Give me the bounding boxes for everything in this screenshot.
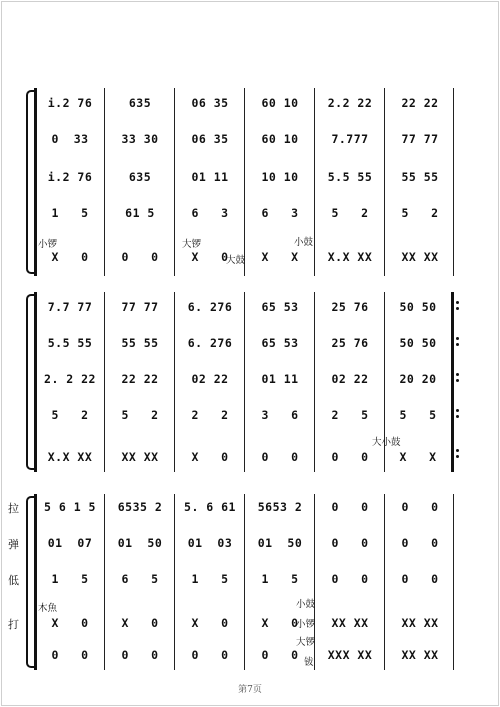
- measure-cell: 3 6: [261, 408, 299, 422]
- measure-cell: 06 35: [191, 96, 229, 110]
- measure-cell: XX XX: [401, 616, 439, 630]
- measure-cell: 0 0: [121, 648, 159, 662]
- measure-cell: 01 50: [257, 536, 303, 550]
- measure-cell: i.2 76: [47, 96, 93, 110]
- measure-cell: 22 22: [121, 372, 159, 386]
- measure-cell: 65 53: [261, 300, 299, 314]
- measure-cell: 50 50: [399, 336, 437, 350]
- instrument-label: 弹: [8, 538, 19, 551]
- measure-cell: 2 5: [331, 408, 369, 422]
- measure-cell: 5653 2: [257, 500, 303, 514]
- notation-row: [34, 402, 454, 428]
- measure-cell: 5 5: [399, 408, 437, 422]
- measure-cell: X.X XX: [47, 450, 93, 464]
- measure-cell: 5 2: [331, 206, 369, 220]
- notation-row: [34, 330, 454, 356]
- measure-cell: XXX XX: [327, 648, 373, 662]
- measure-cell: 0 0: [401, 572, 439, 586]
- repeat-dots: [456, 298, 459, 313]
- measure-cell: 2.2 22: [327, 96, 373, 110]
- percussion-label: 小鼓: [294, 237, 314, 248]
- measure-cell: 0 0: [51, 648, 89, 662]
- measure-cell: 0 0: [401, 536, 439, 550]
- measure-cell: 10 10: [261, 170, 299, 184]
- percussion-label: 大锣: [182, 239, 202, 250]
- measure-cell: 01 11: [261, 372, 299, 386]
- measure-cell: 55 55: [401, 170, 439, 184]
- notation-row: [34, 164, 454, 190]
- measure-cell: 7.7 77: [47, 300, 93, 314]
- measure-cell: 02 22: [331, 372, 369, 386]
- notation-row: [34, 530, 454, 556]
- measure-cell: 0 0: [401, 500, 439, 514]
- percussion-label: 大小鼓: [372, 437, 401, 448]
- notation-row: [34, 200, 454, 226]
- measure-cell: 01 11: [191, 170, 229, 184]
- repeat-dots: [456, 406, 459, 421]
- measure-cell: XX XX: [401, 250, 439, 264]
- score-system-1: [34, 88, 454, 276]
- measure-cell: 5.5 55: [47, 336, 93, 350]
- measure-cell: 635: [128, 96, 152, 110]
- measure-cell: 1 5: [51, 572, 89, 586]
- measure-cell: 25 76: [331, 336, 369, 350]
- percussion-label: 大锣: [296, 637, 316, 648]
- measure-cell: 77 77: [401, 132, 439, 146]
- measure-cell: X 0: [51, 250, 89, 264]
- measure-cell: XX XX: [331, 616, 369, 630]
- measure-cell: X 0: [191, 450, 229, 464]
- measure-cell: XX XX: [401, 648, 439, 662]
- measure-cell: X.X XX: [327, 250, 373, 264]
- measure-cell: 5.5 55: [327, 170, 373, 184]
- measure-cell: 20 20: [399, 372, 437, 386]
- measure-cell: 01 50: [117, 536, 163, 550]
- notation-row: [34, 642, 454, 668]
- measure-cell: 02 22: [191, 372, 229, 386]
- measure-cell: X 0: [191, 250, 229, 264]
- notation-row: [34, 494, 454, 520]
- measure-cell: 0 0: [331, 500, 369, 514]
- measure-cell: 2 2: [191, 408, 229, 422]
- measure-cell: 6 3: [261, 206, 299, 220]
- measure-cell: XX XX: [121, 450, 159, 464]
- measure-cell: 50 50: [399, 300, 437, 314]
- measure-cell: 1 5: [261, 572, 299, 586]
- measure-cell: 61 5: [125, 206, 155, 220]
- measure-cell: 1 5: [191, 572, 229, 586]
- measure-cell: 60 10: [261, 96, 299, 110]
- page-number: 第7页: [238, 685, 262, 695]
- measure-cell: X 0: [51, 616, 89, 630]
- measure-cell: 0 0: [331, 536, 369, 550]
- percussion-label: 小鼓: [296, 599, 316, 610]
- measure-cell: 60 10: [261, 132, 299, 146]
- measure-cell: i.2 76: [47, 170, 93, 184]
- percussion-label: 小锣: [38, 239, 58, 250]
- measure-cell: X 0: [261, 616, 299, 630]
- score-system-3: [8, 494, 454, 670]
- measure-cell: 25 76: [331, 300, 369, 314]
- instrument-label: 打: [8, 618, 19, 631]
- measure-cell: 2. 2 22: [44, 372, 96, 386]
- percussion-label: 小锣: [296, 619, 316, 630]
- measure-cell: 6 3: [191, 206, 229, 220]
- measure-cell: 5 2: [121, 408, 159, 422]
- measure-cell: 1 5: [51, 206, 89, 220]
- repeat-dots: [456, 334, 459, 349]
- measure-cell: 0 0: [331, 450, 369, 464]
- measure-cell: 0 0: [191, 648, 229, 662]
- measure-cell: 5 6 1 5: [44, 500, 96, 514]
- measure-cell: X 0: [121, 616, 159, 630]
- notation-row: [34, 90, 454, 116]
- measure-cell: 5 2: [401, 206, 439, 220]
- notation-row: [34, 566, 454, 592]
- measure-cell: 22 22: [401, 96, 439, 110]
- instrument-label: 拉: [8, 502, 19, 515]
- measure-cell: 635: [128, 170, 152, 184]
- score-system-2: [34, 292, 454, 472]
- measure-cell: X X: [261, 250, 299, 264]
- notation-row: [34, 610, 454, 636]
- measure-cell: 0 0: [331, 572, 369, 586]
- measure-cell: 01 07: [47, 536, 93, 550]
- measure-cell: 5 2: [51, 408, 89, 422]
- repeat-dots: [456, 370, 459, 385]
- instrument-label: 低: [8, 574, 19, 587]
- measure-cell: 6. 276: [187, 300, 233, 314]
- measure-cell: 33 30: [121, 132, 159, 146]
- measure-cell: X 0: [191, 616, 229, 630]
- measure-cell: 0 0: [261, 450, 299, 464]
- measure-cell: 77 77: [121, 300, 159, 314]
- measure-cell: 6. 276: [187, 336, 233, 350]
- repeat-dots: [456, 446, 459, 461]
- notation-row: [34, 294, 454, 320]
- measure-cell: X X: [399, 450, 437, 464]
- measure-cell: 06 35: [191, 132, 229, 146]
- measure-cell: 7.777: [331, 132, 369, 146]
- measure-cell: 0 0: [261, 648, 299, 662]
- measure-cell: 0 0: [121, 250, 159, 264]
- percussion-label: 大鼓: [226, 255, 246, 266]
- notation-row: [34, 366, 454, 392]
- percussion-label: 木魚: [38, 603, 58, 614]
- measure-cell: 65 53: [261, 336, 299, 350]
- measure-cell: 0 33: [51, 132, 89, 146]
- measure-cell: 55 55: [121, 336, 159, 350]
- measure-cell: 5. 6 61: [184, 500, 236, 514]
- measure-cell: 6 5: [121, 572, 159, 586]
- notation-row: [34, 126, 454, 152]
- measure-cell: 01 03: [187, 536, 233, 550]
- measure-cell: 6535 2: [117, 500, 163, 514]
- percussion-label: 钹: [304, 657, 314, 668]
